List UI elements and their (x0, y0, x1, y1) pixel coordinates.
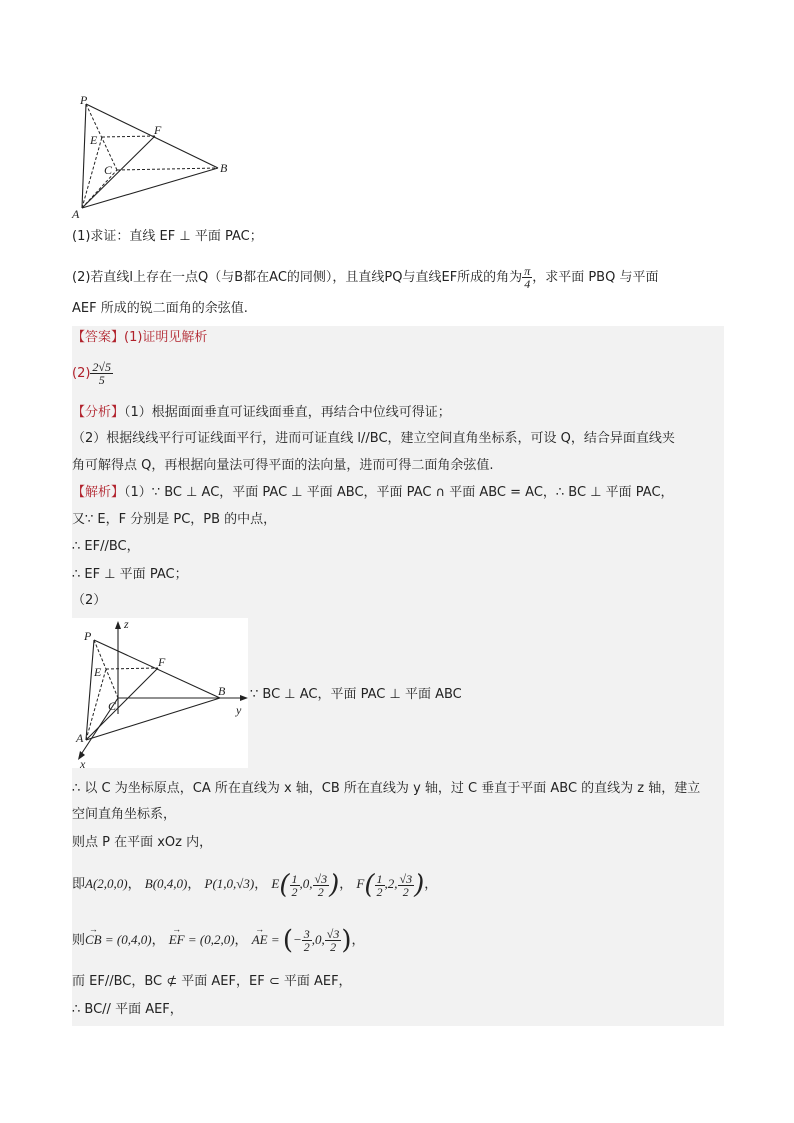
edge-EF (102, 136, 155, 137)
answer-2-fraction: $\frac{2√5}{5}$ (92, 360, 112, 387)
label-A: A (72, 207, 80, 221)
question-1: (1)求证：直线 EF ⊥ 平面 PAC； (72, 229, 263, 244)
label-A: A (76, 731, 84, 745)
vector-CB: → CB (85, 922, 102, 958)
label-z: z (124, 618, 129, 631)
analysis-line2: （2）根据线线平行可证线面平行，进而可证直线 l//BC，建立空间直角坐标系，可设 Q，结合异面直线夹 (72, 431, 675, 446)
solution-line6: 空间直角坐标系， (72, 807, 177, 822)
coordinates-line: 即A(2,0,0)， B(0,4,0)， P(1,0,√3)， E( $\frac{1}{2}$ ,0, $\frac{√3}{2}$ )， F( $\frac{1}{2}$ ,2, $\frac{√3}{2}$ )， (72, 870, 438, 901)
coord-F: F( $\frac{1}{2}$ ,2, $\frac{√3}{2}$ ) (356, 870, 425, 901)
label-P: P (84, 629, 92, 643)
vectors-line: 则→ CB = (0,4,0)， → EF = (0,2,0)， → AE = (− $\frac{3}{2}$ ,0, $\frac{√3}{2}$ )， (72, 922, 365, 959)
analysis-tag: 【分析】 (72, 405, 125, 420)
label-F: F (158, 655, 166, 669)
label-E: E (90, 133, 98, 147)
solution-line1: 【解析】（1）∵ BC ⊥ AC，平面 PAC ⊥ 平面 ABC，平面 PAC ∩ 平面 ABC = AC，∴ BC ⊥ 平面 PAC， (72, 485, 674, 500)
analysis-line1: 【分析】（1）根据面面垂直可证线面垂直，再结合中位线可得证； (72, 405, 451, 420)
coord-A: A(2,0,0) (85, 876, 128, 891)
coord-B: B(0,4,0) (144, 876, 188, 891)
solution-line4: ∴ EF ⊥ 平面 PAC； (72, 567, 188, 582)
edge-PA (82, 104, 86, 208)
answer-line (72, 329, 207, 347)
label-B: B (218, 684, 226, 698)
coord-P: P(1,0,√3) (204, 876, 255, 891)
pi-over-4: $\frac{\pi}{4}$ (524, 264, 531, 291)
edge-CB (117, 168, 218, 170)
label-P: P (80, 93, 88, 107)
answer-1: (1)证明见解析 (124, 330, 208, 345)
question-2-text: (2)若直线l上存在一点Q（与B都在AC的同侧），且直线PQ与直线EF所成的角为 (72, 270, 523, 285)
solution-tag: 【解析】 (72, 485, 125, 500)
solution-line3: ∴ EF//BC， (72, 539, 140, 554)
analysis-line3: 角可解得点 Q，再根据向量法可得平面的法向量，进而可得二面角余弦值. (72, 458, 494, 473)
solution-line8: 而 EF//BC，BC ⊄ 平面 AEF，EF ⊂ 平面 AEF， (72, 974, 352, 989)
vector-EF: → EF (169, 922, 185, 958)
edge-AE (82, 137, 102, 208)
vector-AE: → AE (252, 922, 268, 958)
label-B: B (220, 161, 228, 175)
solution-line2: 又∵ E，F 分别是 PC，PB 的中点， (72, 512, 277, 527)
label-F: F (154, 123, 162, 137)
answer-2: (2) $\frac{2√5}{5}$ (72, 360, 112, 387)
question-2-text-end: ，求平面 PBQ 与平面 (532, 270, 659, 285)
answer-tag: 【答案】 (72, 330, 125, 345)
question-2-line2: AEF 所成的锐二面角的余弦值. (72, 301, 248, 316)
figure2-caption: ∵ BC ⊥ AC，平面 PAC ⊥ 平面 ABC (250, 687, 462, 702)
solution-line5: ∴ 以 C 为坐标原点，CA 所在直线为 x 轴，CB 所在直线为 y 轴，过 C 垂直于平面 ABC 的直线为 z 轴，建立 (72, 781, 701, 796)
figure-tetrahedron (70, 92, 240, 222)
question-2-line1 (72, 265, 658, 290)
label-C: C (104, 163, 113, 177)
coord-E: E( $\frac{1}{2}$ ,0, $\frac{√3}{2}$ ) (271, 870, 340, 901)
solution-line9: ∴ BC// 平面 AEF， (72, 1002, 183, 1017)
solution-part2: （2） (72, 593, 107, 608)
label-x: x (80, 757, 86, 768)
label-y: y (236, 703, 242, 717)
solution-line7: 则点 P 在平面 xOz 内， (72, 835, 213, 850)
label-C: C (108, 699, 117, 713)
figure-coordinate-system (72, 618, 248, 768)
label-E: E (94, 665, 102, 679)
